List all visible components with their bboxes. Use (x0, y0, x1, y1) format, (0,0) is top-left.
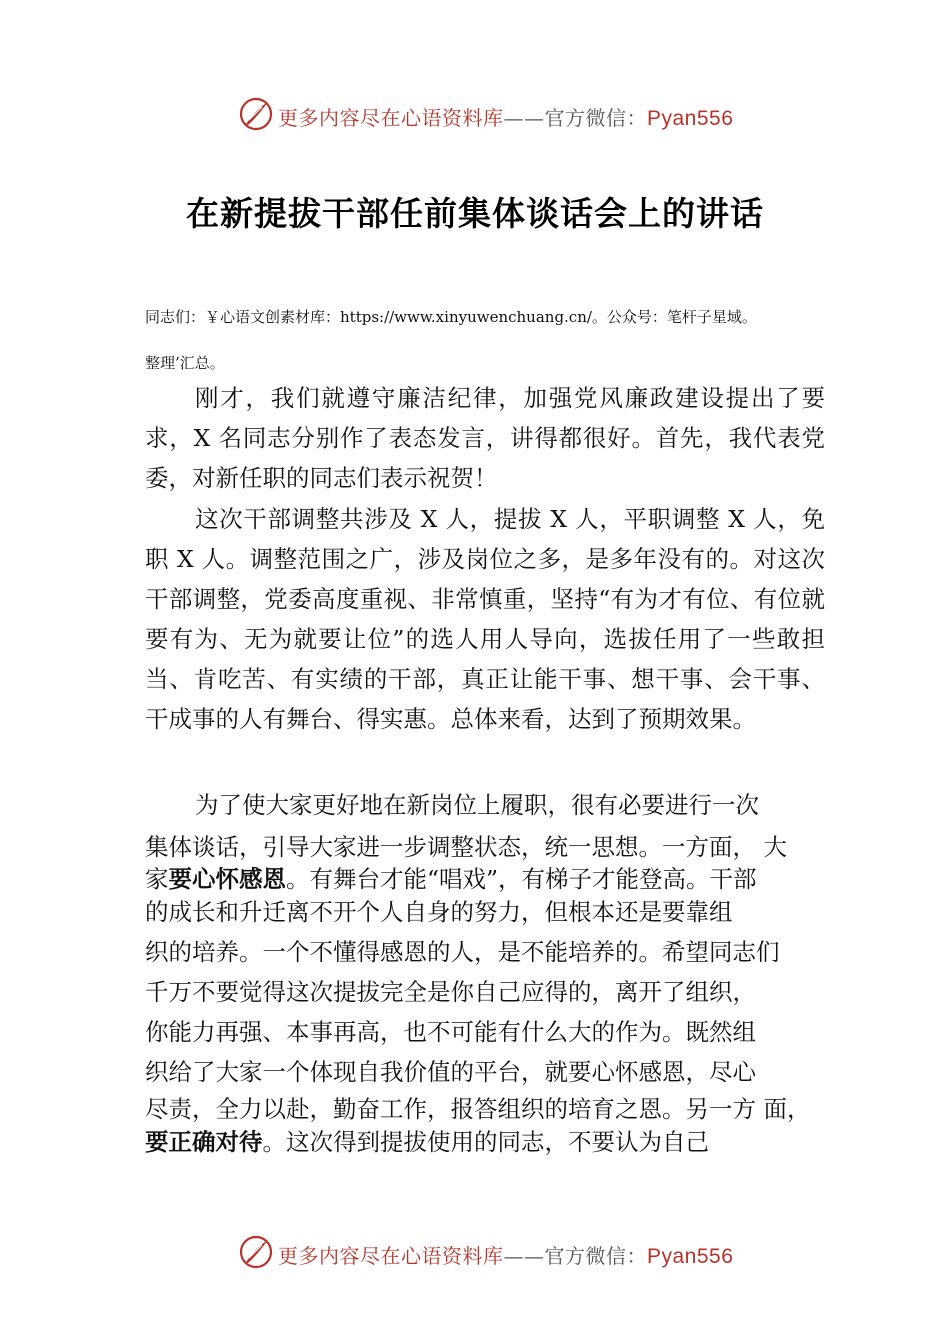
document-title: 在新提拔干部任前集体谈话会上的讲话 (186, 194, 764, 233)
quill-logo-icon (238, 96, 274, 132)
paragraph-3-line-3 (145, 860, 757, 894)
paragraph-3-line-8: 织给了大家一个体现自我价值的平台，就要心怀感恩，尽心 (145, 1058, 756, 1086)
p3-line-10-suffix: 。这次得到提拔使用的同志，不要认为自己 (262, 1128, 709, 1156)
paragraph-3-line-4: 的成长和升迁离不开个人自身的努力，但根本还是要靠组 (145, 898, 733, 926)
source-note-line-1: 同志们：￥心语文创素材库：https://www.xinyuwenchuang.cn/。公众号：笔杆子星域。 (145, 308, 757, 326)
paragraph-1: 刚才，我们就遵守廉洁纪律，加强党风廉政建设提出了要求，X 名同志分别作了表态发言，讲得都很好。首先，我代表党委，对新任职的同志们表示祝贺！ (145, 384, 825, 492)
paragraph-3-line-5: 织的培养。一个不懂得感恩的人，是不能培养的。希望同志们 (145, 938, 780, 966)
paragraph-3-line-2: 集体谈话，引导大家进一步调整状态，统一思想。一方面， 大 (145, 833, 787, 861)
banner-wechat-id: Pyan556 (647, 1245, 734, 1268)
footer-banner (0, 1234, 950, 1274)
quill-logo-icon (238, 1234, 274, 1270)
emphasis-gratitude: 要心怀感恩 (168, 865, 286, 893)
banner-slogan: 更多内容尽在心语资料库 (278, 106, 504, 130)
paragraph-3-line-10 (145, 1123, 709, 1157)
paragraph-3-line-1: 为了使大家更好地在新岗位上履职，很有必要进行一次 (195, 791, 759, 819)
banner-wechat-id: Pyan556 (647, 107, 734, 130)
banner-slogan: 更多内容尽在心语资料库 (278, 1244, 504, 1268)
emphasis-correct-attitude: 要正确对待 (145, 1128, 263, 1156)
banner-text (278, 102, 733, 131)
paragraph-2: 这次干部调整共涉及 X 人，提拔 X 人，平职调整 X 人，免职 X 人。调整范围之广，涉及岗位之多，是多年没有的。对这次干部调整，党委高度重视、非常慎重，坚持“有为才有位、有位就要有为、无为就要让位”的选人用人导向，选拔任用了一些敢担当、肯吃苦、有实绩的干部，真正让能干事、想干事、会干事、干成事的人有舞台、得实惠。总体来看，达到了预期效果。 (145, 505, 825, 733)
banner-wechat-label: 官方微信： (544, 1244, 647, 1268)
banner-wechat-label: 官方微信： (544, 106, 647, 130)
paragraph-3-line-9: 尽责，全力以赴，勤奋工作，报答组织的培育之恩。另一方 面， (145, 1095, 811, 1123)
banner-separator: —— (503, 106, 545, 130)
header-banner (0, 96, 950, 136)
banner-separator: —— (503, 1244, 545, 1268)
p3-line-3-prefix: 家 (145, 865, 169, 893)
source-note-line-2: 整理’汇总。 (145, 354, 225, 372)
p3-line-3-suffix: 。有舞台才能“唱戏”，有梯子才能登高。干部 (286, 865, 757, 893)
banner-text (278, 1240, 733, 1269)
paragraph-3-line-6: 千万不要觉得这次提拔完全是你自己应得的，离开了组织， (145, 978, 756, 1006)
paragraph-3-line-7: 你能力再强、本事再高，也不可能有什么大的作为。既然组 (145, 1018, 756, 1046)
